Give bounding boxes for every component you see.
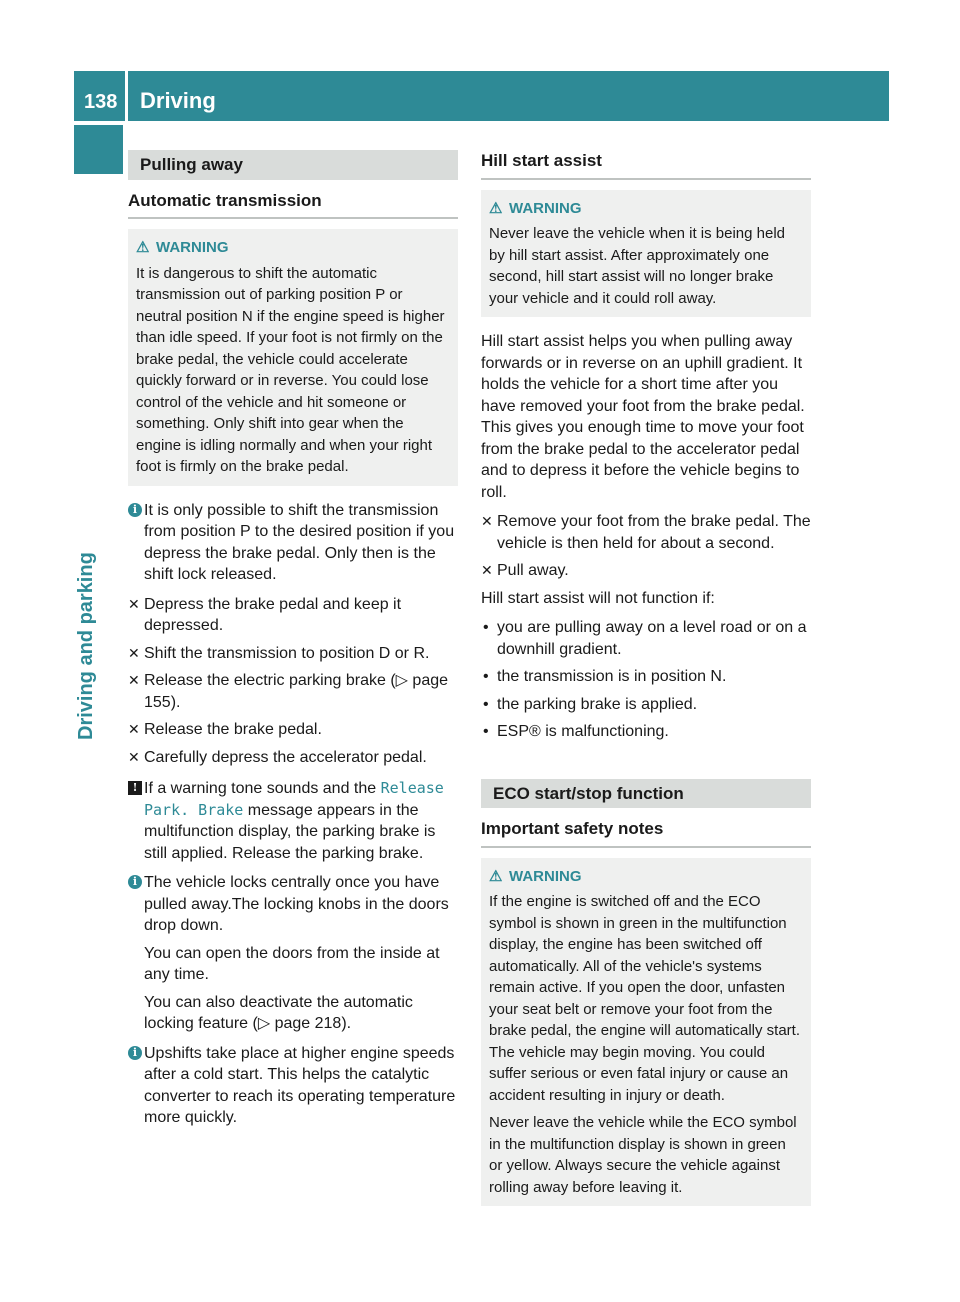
info-note [128,872,458,1035]
warning-box [481,858,811,1207]
step [128,719,458,741]
info-note [128,500,458,586]
right-column [481,150,811,1220]
step [481,560,811,582]
subheading: Important safety notes [481,818,811,848]
step-arrow-icon: ✕ [128,595,140,612]
page-title: Driving [140,88,216,113]
bullet-icon: • [483,723,489,740]
warning-text: If the engine is switched off and the ECO symbol is shown in green in the multifunction display, the engine has been switched off automatically. All of the vehicle's systems remain active. If you open the door, unfasten your seat belt or remove your foot from the brake pedal, the engine will automatically start. The vehicle may begin moving. You could suffer serious or even fatal injury or cause an accident resulting in injury or death. [489,893,801,1104]
warning-text: Never leave the vehicle when it is being held by hill start assist. After approximately one second, hill start assist will no longer brake your vehicle and it could roll away. [489,225,786,307]
step-arrow-icon: ✕ [128,748,140,765]
step [481,511,811,554]
caution-pre: If a warning tone sounds and the [144,780,377,797]
info-icon: i [128,875,142,889]
warning-title-text: WARNING [156,239,229,256]
warning-box [128,229,458,486]
step [128,670,458,713]
bullet-icon: • [483,668,489,685]
step-text: Release the brake pedal. [144,721,322,738]
step-text: Remove your foot from the brake pedal. The vehicle is then held for about a second. [497,513,811,552]
bullet-text: the transmission is in position N. [497,668,727,685]
caution-note [128,778,458,864]
step [128,594,458,637]
warning-icon: ⚠ [136,239,150,256]
subheading: Hill start assist [481,150,811,180]
step-arrow-icon: ✕ [128,721,140,737]
side-tab-top [74,125,123,174]
page-number: 138 [84,91,118,113]
bullet-icon: • [483,619,489,636]
header-divider [125,71,128,121]
section-title: Pulling away [128,150,458,180]
bullet-item [481,617,811,660]
step-arrow-icon: ✕ [128,644,140,661]
step-text: Release the electric parking brake (▷ page 155). [144,672,449,711]
step-arrow-icon: ✕ [128,672,140,688]
step-text: Depress the brake pedal and keep it depressed. [144,595,402,634]
warning-box [481,190,811,318]
info-text: The vehicle locks centrally once you have pulled away.The locking knobs in the doors drop down. [144,874,449,934]
side-label-text: Driving and parking [75,552,97,740]
step-text: Pull away. [497,562,569,579]
spacer [481,749,811,779]
warning-title [489,198,803,220]
warning-text-2: Never leave the vehicle while the ECO symbol in the multifunction display is shown in green or yellow. Always secure the vehicle against rolling away before leaving it. [489,1114,797,1196]
bullet-text: the parking brake is applied. [497,695,698,713]
step-arrow-icon: ✕ [481,513,493,529]
info-note [128,1043,458,1129]
step-arrow-icon: ✕ [481,562,493,578]
caution-post: message appears in the multifunction display, the parking brake is still applied. Release the parking brake. [144,801,436,862]
warning-title [136,237,450,259]
step [128,643,458,665]
info-text-p3: You can also deactivate the automatic locking feature (▷ page 218). [144,993,413,1032]
bullet-item [481,721,811,743]
display-message: Release Park. Brake [144,779,444,819]
subheading: Automatic transmission [128,190,458,220]
section-title: ECO start/stop function [481,779,811,809]
left-column [128,150,458,1137]
step [128,747,458,769]
info-text: It is only possible to shift the transmission from position P to the desired position if you depress the brake pedal. Only then is the shift lock released. [144,501,455,583]
warning-icon: ⚠ [489,199,503,217]
paragraph: Hill start assist helps you when pulling away forwards or in reverse on an uphill gradient. It holds the vehicle for a short time after you have removed your foot from the brake pedal. This gives you enough time to move your foot from the brake pedal to the accelerator pedal and to depress it before the vehicle begins to roll. [481,333,805,501]
bullet-icon: • [483,695,489,713]
info-text: Upshifts take place at higher engine speeds after a cold start. This helps the catalytic converter to reach its operating temperature more quickly. [144,1044,456,1126]
bullet-text: you are pulling away on a level road or on a downhill gradient. [497,619,807,658]
warning-icon: ⚠ [489,867,503,885]
info-text-p2: You can open the doors from the inside at any time. [144,944,440,983]
bullet-item [481,666,811,688]
warning-title-text: WARNING [509,199,582,217]
step-text: Carefully depress the accelerator pedal. [144,748,427,766]
info-icon: i [128,1046,142,1060]
caution-icon: ! [128,781,142,795]
warning-title [489,866,803,888]
warning-text: It is dangerous to shift the automatic transmission out of parking position P or neutral position N if the engine speed is higher than idle speed. If your foot is not firmly on the brake pedal, the vehicle could accelerate quickly forward or in reverse. You could lose control of the vehicle and hit someone or something. Only shift into gear when the engine is idling normally and when your right foot is firmly on the brake pedal. [136,264,445,475]
warning-title-text: WARNING [509,867,582,885]
bullet-item [481,694,811,716]
bullet-text: ESP® is malfunctioning. [497,723,669,740]
paragraph: Hill start assist will not function if: [481,589,715,607]
step-text: Shift the transmission to position D or R. [144,644,430,662]
info-icon: i [128,503,142,517]
